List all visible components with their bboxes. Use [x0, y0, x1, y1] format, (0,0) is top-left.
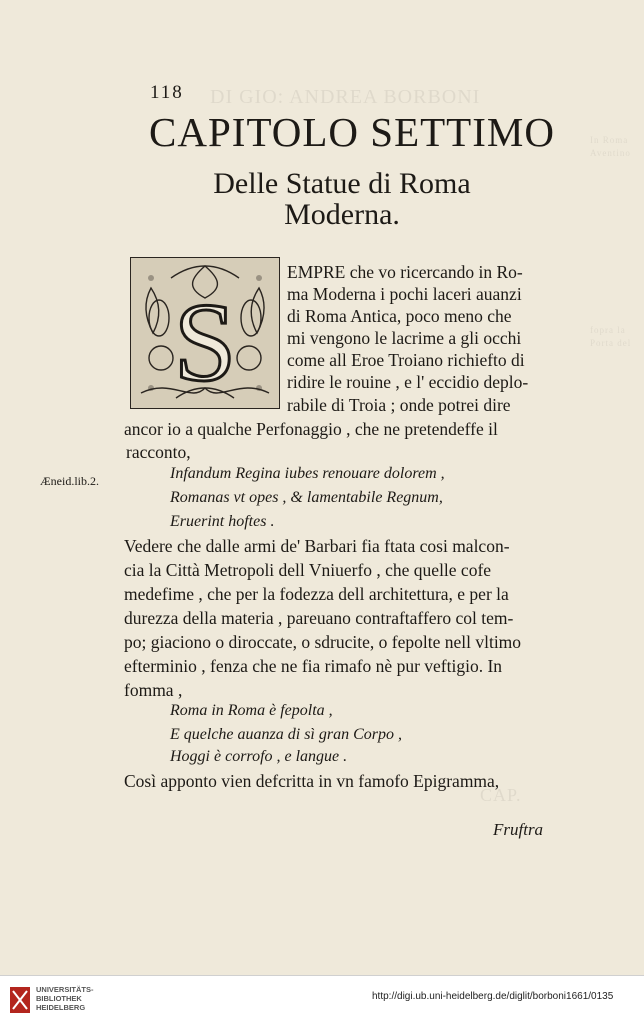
university-logo-icon — [8, 985, 32, 1020]
body-line: po; giaciono o diroccate, o sdrucite, o fepolte nell vltimo — [124, 632, 522, 652]
body-line: efterminio , fenza che ne fia rimafo nè pur veftigio. In — [124, 656, 503, 676]
show-through-footer: CAP. — [480, 785, 522, 805]
show-through-header: DI GIO: ANDREA BORBONI — [210, 86, 481, 108]
body-line: mi vengono le lacrime a gli occhi — [287, 328, 522, 348]
ornament-initial-icon — [131, 258, 279, 408]
body-line: ridire le rouine , e l' eccidio deplo- — [287, 372, 529, 392]
body-line: Vedere che dalle armi de' Barbari fia ftata cosi malcon- — [124, 536, 510, 556]
body-line: racconto, — [126, 442, 191, 462]
verse-line: Hoggi è corrofo , e langue . — [170, 748, 348, 765]
body-line: come all Eroe Troiano richiefto di — [287, 350, 525, 370]
closing-line: Così apponto vien defcritta in vn famofo Epigramma, — [124, 771, 500, 791]
show-through-margin: fopra la — [590, 325, 626, 335]
body-line: rabile di Troia ; onde potrei dire — [287, 395, 511, 415]
verse-line: Infandum Regina iubes renouare dolorem , — [170, 465, 445, 482]
verse-line: Roma in Roma è fepolta , — [170, 702, 333, 719]
body-line: EMPRE che vo ricercando in Ro- — [287, 262, 523, 282]
verse-line: E quelche auanza di sì gran Corpo , — [170, 726, 402, 743]
chapter-subtitle-line1: Delle Statue di Roma — [213, 167, 471, 200]
chapter-subtitle-line2: Moderna. — [284, 198, 400, 231]
verse-line: Romanas vt opes , & lamentabile Regnum, — [170, 489, 443, 506]
chapter-title: CAPITOLO SETTIMO — [149, 109, 555, 155]
margin-note: Æneid.lib.2. — [40, 474, 99, 488]
body-line: cia la Città Metropoli dell Vniuerfo , che quelle cofe — [124, 560, 492, 580]
catchword: Fruftra — [493, 820, 544, 839]
initial-letter: S — [173, 281, 237, 405]
show-through-margin: In Roma — [590, 135, 629, 145]
university-logo-text: UNIVERSITÄTS- BIBLIOTHEK HEIDELBERG — [36, 985, 94, 1012]
show-through-margin: Aventino — [590, 148, 631, 158]
body-line: medefime , che per la fodezza dell architettura, e per la — [124, 584, 509, 604]
body-line: ma Moderna i pochi laceri auanzi — [287, 284, 522, 304]
body-line: durezza della materia , pareuano contraftaffero col tem- — [124, 608, 514, 628]
verse-line: Eruerint hoftes . — [170, 513, 275, 530]
body-line: ancor io a qualche Perfonaggio , che ne pretendeffe il — [124, 419, 498, 439]
decorated-initial — [130, 257, 280, 409]
source-url-link[interactable]: http://digi.ub.uni-heidelberg.de/diglit/borboni1661/0135 — [372, 991, 614, 1002]
show-through-margin: Porta del — [590, 338, 632, 348]
page-number: 118 — [150, 82, 184, 103]
body-line: di Roma Antica, poco meno che — [287, 306, 512, 326]
body-line: fomma , — [124, 680, 183, 700]
